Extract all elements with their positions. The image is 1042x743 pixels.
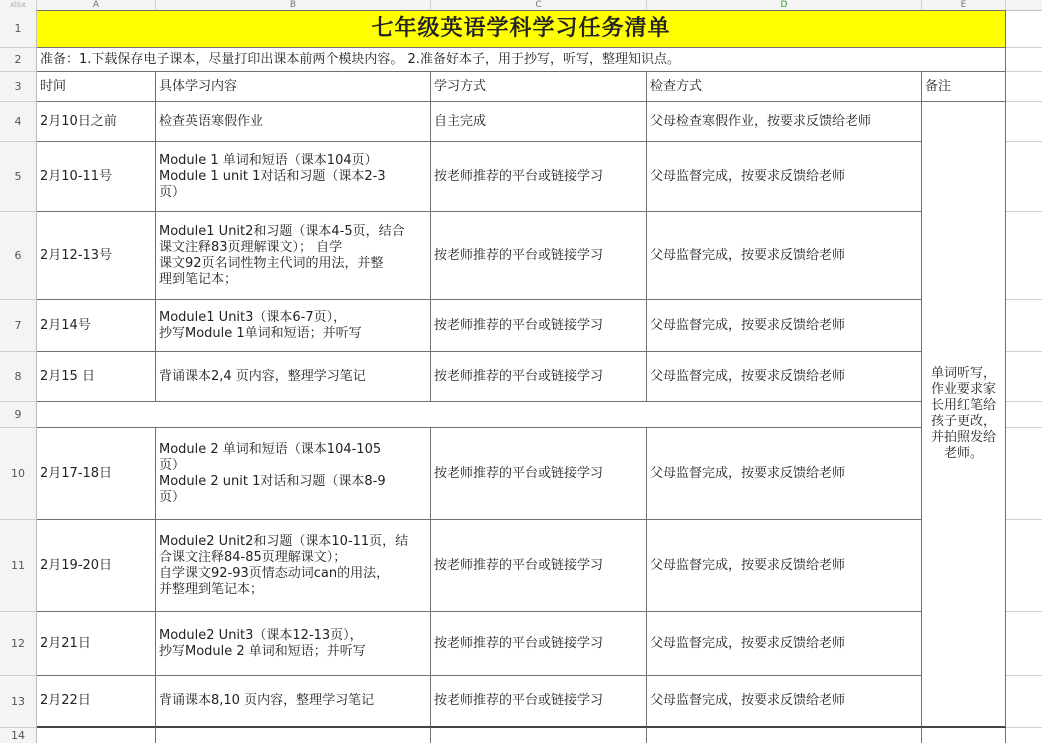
- task-content-cell[interactable]: 背诵课本8,10 页内容，整理学习笔记: [156, 676, 431, 728]
- column-header-e[interactable]: E: [922, 0, 1006, 10]
- task-content-cell[interactable]: Module 2 单词和短语（课本104-105 页） Module 2 unit 1对话和习题（课本8-9 页）: [156, 428, 431, 520]
- task-content-cell[interactable]: 检查英语寒假作业: [156, 102, 431, 142]
- row-header-12[interactable]: 12: [0, 612, 37, 676]
- empty-cell[interactable]: [1006, 402, 1042, 428]
- row-header-6[interactable]: 6: [0, 212, 37, 300]
- empty-cell[interactable]: [1006, 48, 1042, 72]
- task-check-cell[interactable]: 父母监督完成，按要求反馈给老师: [647, 212, 922, 300]
- empty-cell[interactable]: [1006, 72, 1042, 102]
- empty-cell[interactable]: [156, 728, 431, 743]
- task-method-cell[interactable]: 按老师推荐的平台或链接学习: [431, 300, 647, 352]
- empty-cell[interactable]: [1006, 428, 1042, 520]
- task-check-cell[interactable]: 父母监督完成，按要求反馈给老师: [647, 428, 922, 520]
- task-check-cell[interactable]: 父母监督完成，按要求反馈给老师: [647, 300, 922, 352]
- empty-cell[interactable]: [1006, 612, 1042, 676]
- row-header-14[interactable]: 14: [0, 728, 37, 743]
- task-content-cell[interactable]: Module2 Unit3（课本12-13页）， 抄写Module 2 单词和短语；并听写: [156, 612, 431, 676]
- task-content-cell[interactable]: Module1 Unit3（课本6-7页）， 抄写Module 1单词和短语；并听写: [156, 300, 431, 352]
- empty-cell[interactable]: [1006, 300, 1042, 352]
- task-time-cell[interactable]: 2月15 日: [37, 352, 156, 402]
- header-notes-cell[interactable]: 备注: [922, 72, 1006, 102]
- empty-cell[interactable]: [922, 728, 1006, 743]
- task-time-cell[interactable]: 2月14号: [37, 300, 156, 352]
- task-time-cell[interactable]: 2月17-18日: [37, 428, 156, 520]
- empty-cell[interactable]: [1006, 142, 1042, 212]
- task-method-cell[interactable]: 按老师推荐的平台或链接学习: [431, 676, 647, 728]
- task-time-cell[interactable]: 2月12-13号: [37, 212, 156, 300]
- row-header-10[interactable]: 10: [0, 428, 37, 520]
- empty-cell[interactable]: [37, 728, 156, 743]
- task-content-cell[interactable]: Module2 Unit2和习题（课本10-11页，结 合课文注释84-85页理解课文）； 自学课文92-93页情态动词can的用法， 并整理到笔记本；: [156, 520, 431, 612]
- row-header-9[interactable]: 9: [0, 402, 37, 428]
- row-header-11[interactable]: 11: [0, 520, 37, 612]
- row-header-3[interactable]: 3: [0, 72, 37, 102]
- task-content-cell[interactable]: 背诵课本2,4 页内容，整理学习笔记: [156, 352, 431, 402]
- task-method-cell[interactable]: 按老师推荐的平台或链接学习: [431, 428, 647, 520]
- row-header-2[interactable]: 2: [0, 48, 37, 72]
- header-method-cell[interactable]: 学习方式: [431, 72, 647, 102]
- task-check-cell[interactable]: 父母检查寒假作业，按要求反馈给老师: [647, 102, 922, 142]
- empty-cell[interactable]: [647, 728, 922, 743]
- row-header-8[interactable]: 8: [0, 352, 37, 402]
- empty-cell[interactable]: [1006, 212, 1042, 300]
- task-method-cell[interactable]: 按老师推荐的平台或链接学习: [431, 142, 647, 212]
- task-method-cell[interactable]: 按老师推荐的平台或链接学习: [431, 612, 647, 676]
- task-check-cell[interactable]: 父母监督完成，按要求反馈给老师: [647, 612, 922, 676]
- prep-note-cell[interactable]: 准备：1.下载保存电子课本，尽量打印出课本前两个模块内容。 2.准备好本子，用于抄写，听写，整理知识点。: [37, 48, 1006, 72]
- header-content-cell[interactable]: 具体学习内容: [156, 72, 431, 102]
- task-time-cell[interactable]: 2月19-20日: [37, 520, 156, 612]
- task-time-cell[interactable]: 2月10日之前: [37, 102, 156, 142]
- notes-merged-cell[interactable]: 单词听写， 作业要求家 长用红笔给 孩子更改， 并拍照发给 老师。: [922, 102, 1006, 728]
- empty-cell[interactable]: [1006, 520, 1042, 612]
- task-time-cell[interactable]: 2月22日: [37, 676, 156, 728]
- empty-cell[interactable]: [1006, 676, 1042, 728]
- task-check-cell[interactable]: 父母监督完成，按要求反馈给老师: [647, 352, 922, 402]
- select-all-corner[interactable]: xlsx: [0, 0, 37, 10]
- row-header-7[interactable]: 7: [0, 300, 37, 352]
- row-header-5[interactable]: 5: [0, 142, 37, 212]
- empty-cell[interactable]: [1006, 352, 1042, 402]
- empty-cell[interactable]: [1006, 102, 1042, 142]
- task-time-cell[interactable]: 2月10-11号: [37, 142, 156, 212]
- task-content-cell[interactable]: Module1 Unit2和习题（课本4-5页，结合 课文注释83页理解课文）； 自学 课文92页名词性物主代词的用法，并整 理到笔记本；: [156, 212, 431, 300]
- empty-cell[interactable]: [1006, 10, 1042, 48]
- task-method-cell[interactable]: 按老师推荐的平台或链接学习: [431, 352, 647, 402]
- task-check-cell[interactable]: 父母监督完成，按要求反馈给老师: [647, 676, 922, 728]
- task-time-cell[interactable]: 2月21日: [37, 612, 156, 676]
- task-content-cell[interactable]: Module 1 单词和短语（课本104页） Module 1 unit 1对话和习题（课本2-3 页）: [156, 142, 431, 212]
- empty-cell[interactable]: [431, 728, 647, 743]
- task-method-cell[interactable]: 按老师推荐的平台或链接学习: [431, 520, 647, 612]
- column-header-b[interactable]: B: [156, 0, 431, 10]
- row-header-13[interactable]: 13: [0, 676, 37, 728]
- row-header-4[interactable]: 4: [0, 102, 37, 142]
- column-header-a[interactable]: A: [37, 0, 156, 10]
- sheet-title-cell[interactable]: 七年级英语学科学习任务清单: [37, 10, 1006, 48]
- task-check-cell[interactable]: 父母监督完成，按要求反馈给老师: [647, 142, 922, 212]
- empty-row-cell[interactable]: [37, 402, 922, 428]
- task-check-cell[interactable]: 父母监督完成，按要求反馈给老师: [647, 520, 922, 612]
- task-method-cell[interactable]: 自主完成: [431, 102, 647, 142]
- row-header-1[interactable]: 1: [0, 10, 37, 48]
- column-header-c[interactable]: C: [431, 0, 647, 10]
- header-check-cell[interactable]: 检查方式: [647, 72, 922, 102]
- header-time-cell[interactable]: 时间: [37, 72, 156, 102]
- column-header-d[interactable]: D: [647, 0, 922, 10]
- task-method-cell[interactable]: 按老师推荐的平台或链接学习: [431, 212, 647, 300]
